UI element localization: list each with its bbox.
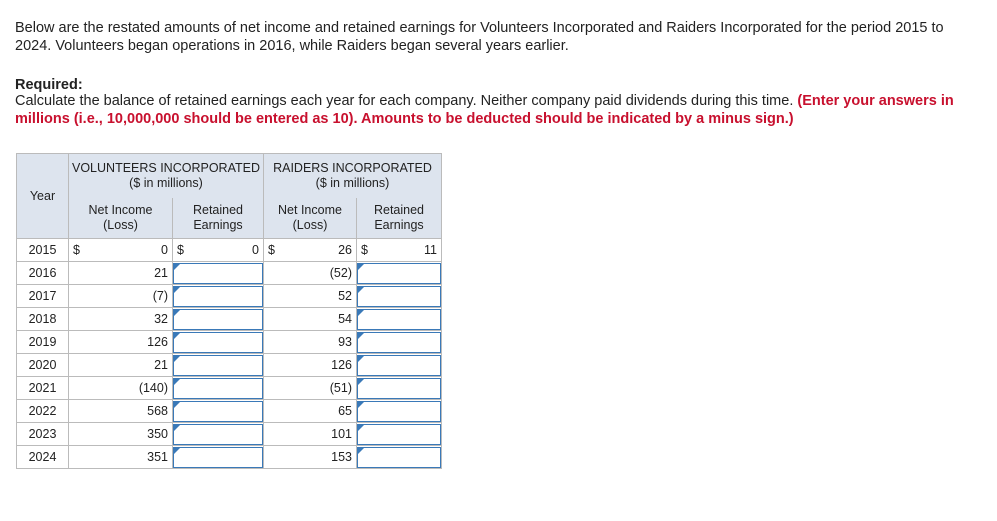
volunteers-retained-earnings-cell [173, 262, 264, 285]
raiders-net-income: 65 [264, 400, 357, 423]
currency-symbol: $ [173, 239, 192, 262]
input-flag-icon [358, 264, 364, 270]
raiders-retained-earnings-input[interactable] [357, 355, 441, 376]
problem-intro: Below are the restated amounts of net income and retained earnings for Volunteers Incorporated and Raiders Incorporated for the period 2015 to 2024. Volunteers began operations in 2016, while Raiders began several years earlier. [15, 20, 944, 54]
volunteers-retained-earnings-input[interactable] [173, 286, 263, 307]
input-flag-icon [174, 425, 180, 431]
raiders-retained-earnings-cell [357, 331, 442, 354]
volunteers-retained-earnings-input[interactable] [173, 447, 263, 468]
retained-earnings-table [16, 153, 442, 469]
input-flag-icon [174, 379, 180, 385]
ni-header-line2: (Loss) [103, 218, 138, 232]
year-cell: 2021 [17, 377, 69, 400]
table-row [17, 446, 442, 469]
raiders-net-income: 52 [264, 285, 357, 308]
raiders-net-income: 126 [264, 354, 357, 377]
volunteers-net-income: 126 [69, 331, 173, 354]
volunteers-retained-earnings-cell [173, 377, 264, 400]
raiders-title: RAIDERS INCORPORATED [273, 161, 432, 175]
required-heading: Required: [15, 77, 83, 93]
raiders-units: ($ in millions) [315, 176, 390, 190]
raiders-net-income: 93 [264, 331, 357, 354]
table-row [17, 239, 442, 262]
volunteers-retained-earnings: 0 [191, 239, 264, 262]
ni-header-line1: Net Income [278, 203, 342, 217]
raiders-retained-earnings-header [357, 198, 442, 239]
volunteers-retained-earnings-cell [173, 331, 264, 354]
year-cell: 2018 [17, 308, 69, 331]
year-cell: 2023 [17, 423, 69, 446]
table-row [17, 308, 442, 331]
volunteers-net-income: 21 [69, 354, 173, 377]
required-text [15, 92, 985, 128]
table-row [17, 285, 442, 308]
raiders-net-income: 26 [282, 239, 357, 262]
input-flag-icon [174, 310, 180, 316]
currency-symbol: $ [69, 239, 88, 262]
re-header-line1: Retained [373, 203, 425, 217]
input-flag-icon [358, 310, 364, 316]
volunteers-net-income: 21 [69, 262, 173, 285]
volunteers-retained-earnings-cell [173, 423, 264, 446]
volunteers-retained-earnings-input[interactable] [173, 263, 263, 284]
raiders-net-income: (52) [264, 262, 357, 285]
raiders-header [264, 154, 442, 199]
required-description: Calculate the balance of retained earnings each year for each company. Neither company paid dividends during this time. [15, 93, 794, 109]
year-cell: 2017 [17, 285, 69, 308]
volunteers-net-income: 568 [69, 400, 173, 423]
raiders-retained-earnings-cell [357, 354, 442, 377]
table-row [17, 400, 442, 423]
volunteers-net-income: 0 [87, 239, 173, 262]
volunteers-retained-earnings-cell [173, 354, 264, 377]
input-flag-icon [174, 287, 180, 293]
raiders-net-income: (51) [264, 377, 357, 400]
raiders-retained-earnings-input[interactable] [357, 263, 441, 284]
input-flag-icon [358, 379, 364, 385]
ni-header-line2: (Loss) [292, 218, 328, 232]
raiders-retained-earnings-input[interactable] [357, 378, 441, 399]
raiders-retained-earnings-input[interactable] [357, 309, 441, 330]
input-flag-icon [358, 425, 364, 431]
volunteers-retained-earnings-input[interactable] [173, 309, 263, 330]
volunteers-net-income: 351 [69, 446, 173, 469]
volunteers-retained-earnings-input[interactable] [173, 424, 263, 445]
raiders-retained-earnings-input[interactable] [357, 424, 441, 445]
year-cell: 2022 [17, 400, 69, 423]
input-flag-icon [358, 448, 364, 454]
year-cell: 2019 [17, 331, 69, 354]
re-header-line2: Earnings [193, 218, 243, 232]
year-cell: 2015 [17, 239, 69, 262]
volunteers-net-income-header [69, 198, 173, 239]
input-flag-icon [358, 287, 364, 293]
raiders-net-income: 101 [264, 423, 357, 446]
input-flag-icon [174, 448, 180, 454]
input-flag-icon [174, 356, 180, 362]
raiders-retained-earnings: 11 [378, 239, 441, 262]
re-header-line1: Retained [192, 203, 244, 217]
currency-symbol: $ [357, 239, 379, 262]
volunteers-net-income: (7) [69, 285, 173, 308]
raiders-retained-earnings-cell [357, 262, 442, 285]
ni-header-line1: Net Income [88, 203, 153, 217]
table-row [17, 423, 442, 446]
input-flag-icon [174, 402, 180, 408]
raiders-retained-earnings-cell [357, 400, 442, 423]
input-flag-icon [358, 333, 364, 339]
table-row [17, 354, 442, 377]
raiders-retained-earnings-cell [357, 308, 442, 331]
raiders-net-income-header [264, 198, 357, 239]
raiders-retained-earnings-cell [357, 285, 442, 308]
re-header-line2: Earnings [374, 218, 424, 232]
year-cell: 2024 [17, 446, 69, 469]
currency-symbol: $ [264, 239, 283, 262]
year-header: Year [17, 154, 69, 239]
table-row [17, 377, 442, 400]
raiders-net-income: 153 [264, 446, 357, 469]
raiders-retained-earnings-input[interactable] [357, 286, 441, 307]
volunteers-retained-earnings-cell [173, 400, 264, 423]
raiders-retained-earnings-cell [357, 446, 442, 469]
raiders-retained-earnings-input[interactable] [357, 332, 441, 353]
volunteers-header [69, 154, 264, 199]
volunteers-units: ($ in millions) [129, 176, 203, 190]
volunteers-net-income: (140) [69, 377, 173, 400]
raiders-retained-earnings-input[interactable] [357, 401, 441, 422]
raiders-retained-earnings-cell [357, 377, 442, 400]
year-cell: 2016 [17, 262, 69, 285]
volunteers-retained-earnings-input[interactable] [173, 378, 263, 399]
volunteers-retained-earnings-input[interactable] [173, 355, 263, 376]
volunteers-retained-earnings-input[interactable] [173, 332, 263, 353]
year-cell: 2020 [17, 354, 69, 377]
table-row [17, 331, 442, 354]
volunteers-net-income: 32 [69, 308, 173, 331]
table-row [17, 262, 442, 285]
volunteers-retained-earnings-input[interactable] [173, 401, 263, 422]
volunteers-retained-earnings-cell [173, 308, 264, 331]
raiders-retained-earnings-input[interactable] [357, 447, 441, 468]
raiders-retained-earnings-cell [357, 423, 442, 446]
required-instructions: (Enter your answers in millions (i.e., 10,000,000 should be entered as 10). Amounts to be deducted should be indicated by a minus sign.) [15, 93, 954, 127]
volunteers-title: VOLUNTEERS INCORPORATED [72, 161, 260, 175]
volunteers-retained-earnings-cell [173, 446, 264, 469]
input-flag-icon [174, 333, 180, 339]
volunteers-net-income: 350 [69, 423, 173, 446]
raiders-net-income: 54 [264, 308, 357, 331]
input-flag-icon [174, 264, 180, 270]
volunteers-retained-earnings-cell [173, 285, 264, 308]
input-flag-icon [358, 402, 364, 408]
volunteers-retained-earnings-header [173, 198, 264, 239]
input-flag-icon [358, 356, 364, 362]
